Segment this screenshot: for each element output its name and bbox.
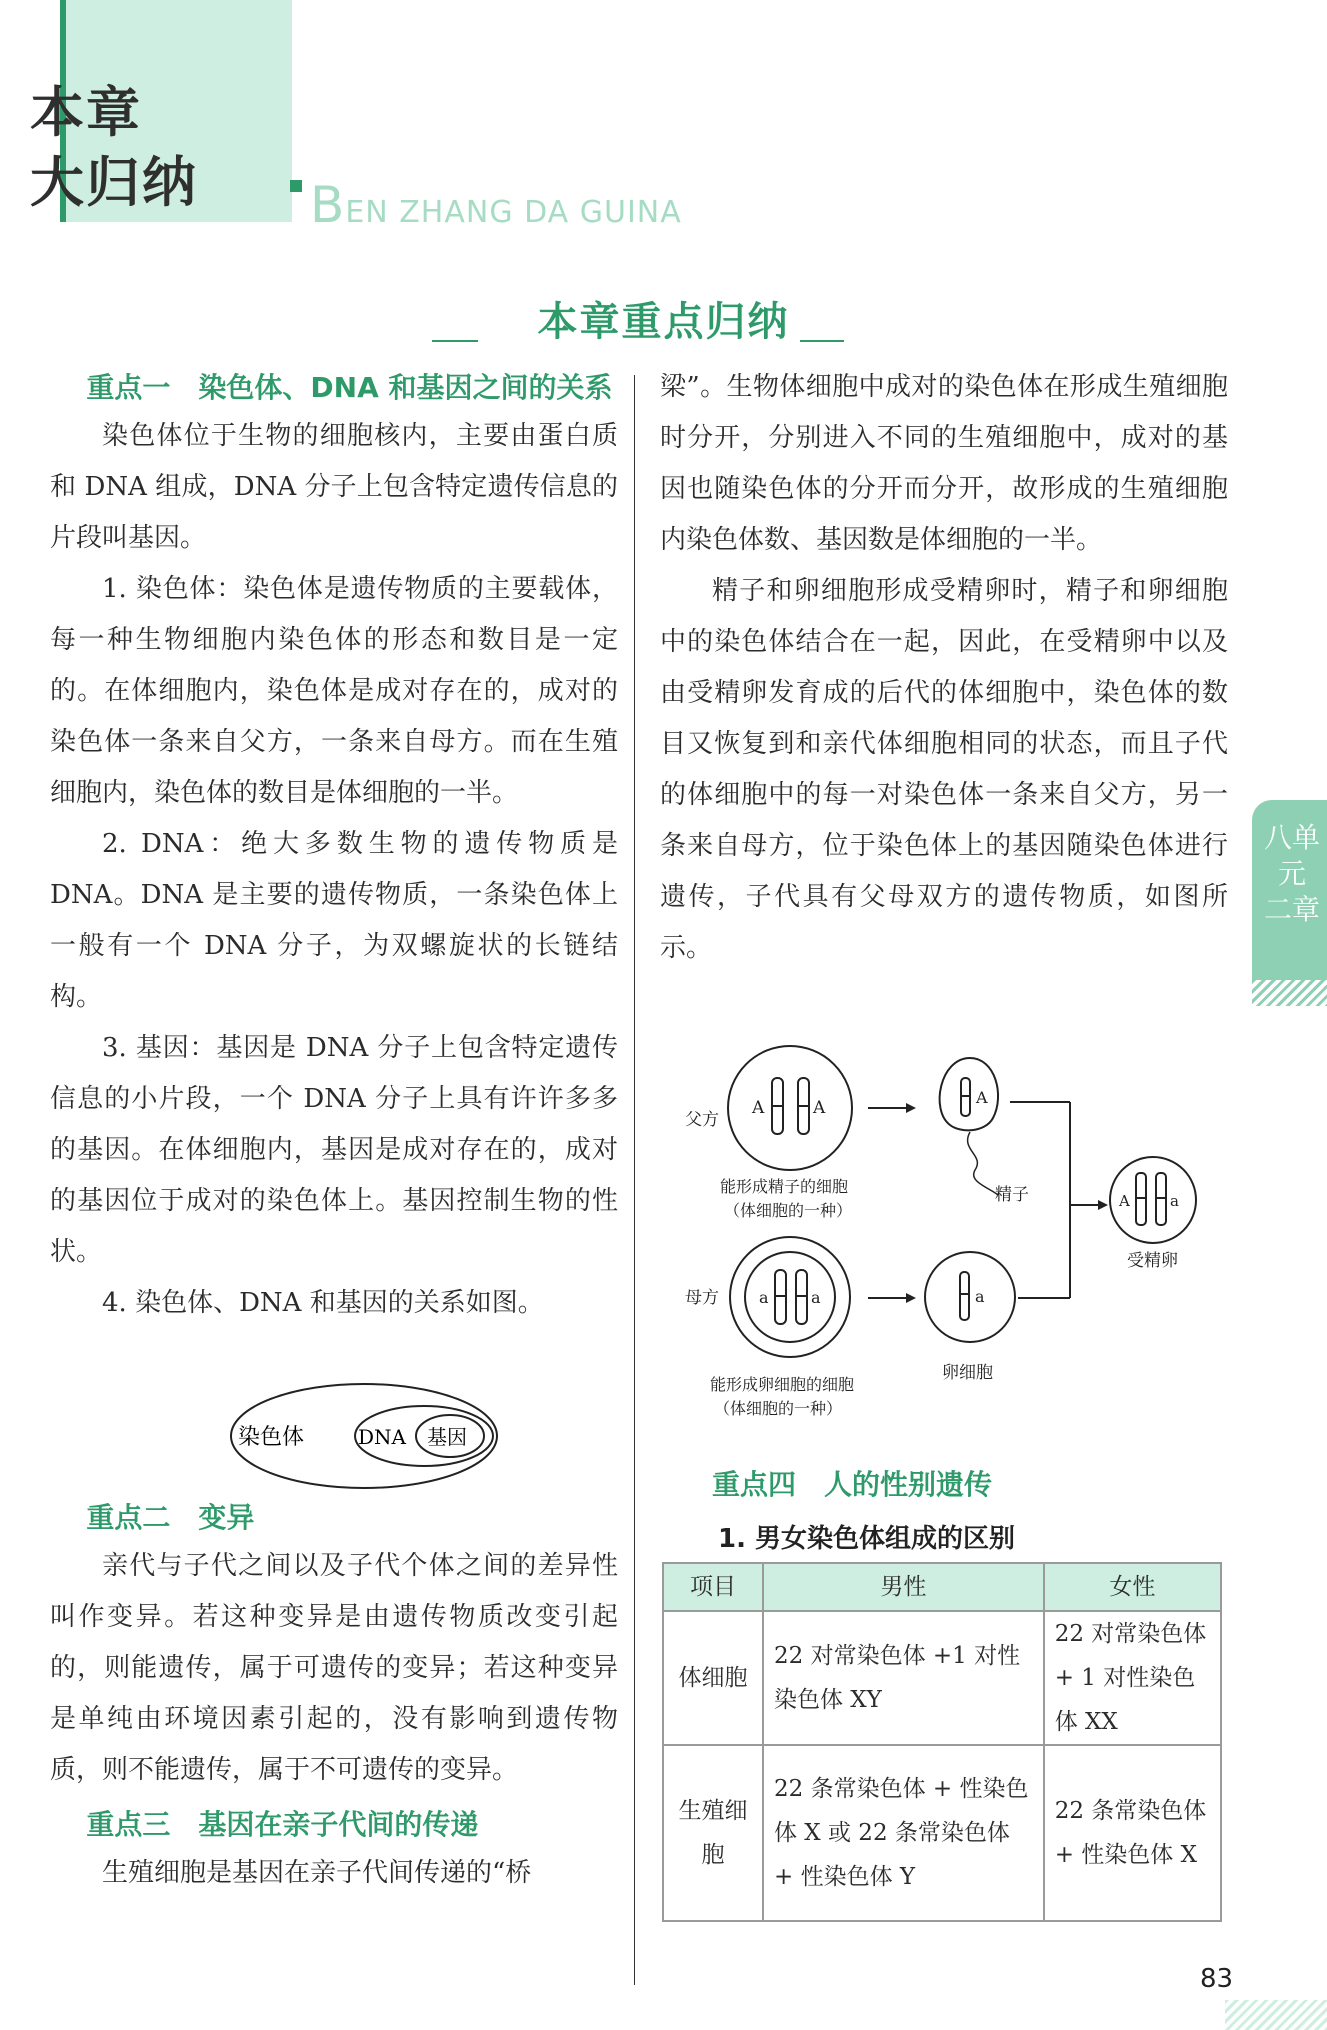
- egg-cell-caption2: （体细胞的一种）: [714, 1399, 843, 1418]
- table-header-cell: 项目: [663, 1563, 763, 1611]
- label-mother: 母方: [685, 1288, 719, 1308]
- sperm-cell-caption2: （体细胞的一种）: [724, 1201, 853, 1220]
- heading-point-three: 重点三 基因在亲子代间的传递: [86, 1808, 479, 1841]
- paragraph: 梁”。生物体细胞中成对的染色体在形成生殖细胞时分开，分别进入不同的生殖细胞中，成对的基因也随染色体的分开而分开，故形成的生殖细胞内染色体数、基因数是体细胞的一半。: [660, 372, 1228, 555]
- paragraph: 3. 基因：基因是 DNA 分子上包含特定遗传信息的小片段，一个 DNA 分子上具有许许多多的基因。在体细胞内，基因是成对存在的，成对的基因位于成对的染色体上。基因控制生物的性状。: [50, 1033, 618, 1267]
- side-tab-chapter: 二章: [1263, 893, 1320, 926]
- right-column: [660, 362, 1228, 974]
- paragraph: 4. 染色体、DNA 和基因的关系如图。: [102, 1288, 544, 1318]
- table-cell: 22 对常染色体 + 1 对性染色体 XX: [1044, 1611, 1221, 1745]
- gene-label: a: [975, 1287, 985, 1306]
- header-dot-decoration: [290, 180, 302, 192]
- side-tab-stripes: [1252, 980, 1327, 1006]
- chapter-title-line1: 本章: [30, 81, 142, 144]
- gene-label: A: [1119, 1192, 1130, 1210]
- table-header-cell: 男性: [763, 1563, 1044, 1611]
- table-cell: 22 条常染色体 + 性染色体 X 或 22 条常染色体 + 性染色体 Y: [763, 1745, 1044, 1921]
- paragraph: 2. DNA：绝大多数生物的遗传物质是 DNA。DNA 是主要的遗传物质，一条染色体上一般有一个 DNA 分子，为双螺旋状的长链结构。: [50, 829, 618, 1012]
- paragraph: 染色体位于生物的细胞核内，主要由蛋白质和 DNA 组成，DNA 分子上包含特定遗传信息的片段叫基因。: [50, 421, 618, 553]
- table-cell: 生殖细胞: [663, 1745, 763, 1921]
- corner-stripes: [1225, 2000, 1327, 2030]
- pinyin-rest: EN ZHANG DA GUINA: [345, 195, 682, 230]
- left-column: [50, 365, 618, 1899]
- father-cell: [728, 1046, 852, 1170]
- gene-label: a: [1170, 1192, 1179, 1210]
- pinyin-initial: B: [310, 176, 346, 234]
- mother-cell-outer: [730, 1237, 850, 1357]
- inheritance-diagram: [680, 1030, 1240, 1445]
- paragraph: 精子和卵细胞形成受精卵时，精子和卵细胞中的染色体结合在一起，因此，在受精卵中以及由受精卵发育成的后代的体细胞中，染色体的数目又恢复到和亲代体细胞相同的状态，而且子代的体细胞中的每一对染色体一条来自父方，另一条来自母方，位于染色体上的基因随染色体进行遗传，子代具有父母双方的遗传物质，如图所示。: [660, 576, 1228, 963]
- venn-label-chromosome: 染色体: [238, 1425, 305, 1450]
- table-caption: 1. 男女染色体组成的区别: [718, 1524, 1016, 1554]
- label-sperm: 精子: [995, 1185, 1029, 1205]
- venn-label-dna: DNA: [358, 1425, 406, 1449]
- gene-label: a: [759, 1288, 769, 1307]
- gene-label: A: [976, 1088, 988, 1107]
- arrow-head: [1098, 1200, 1108, 1210]
- heading-point-one: 重点一 染色体、DNA 和基因之间的关系: [86, 371, 613, 404]
- table-row: [663, 1611, 1221, 1745]
- side-tab-text: [1262, 820, 1322, 928]
- column-divider: [634, 375, 635, 1985]
- side-tab-unit: 八单元: [1263, 821, 1320, 890]
- arrow-head: [906, 1293, 916, 1303]
- paragraph: 1. 染色体：染色体是遗传物质的主要载体，每一种生物细胞内染色体的形态和数目是一定的。在体细胞内，染色体是成对存在的，成对的染色体一条来自父方，一条来自母方。而在生殖细胞内，染色体的数目是体细胞的一半。: [50, 574, 618, 808]
- label-zygote: 受精卵: [1127, 1251, 1178, 1271]
- label-egg: 卵细胞: [942, 1363, 993, 1383]
- table-row: [663, 1745, 1221, 1921]
- section-title: 本章重点归纳: [537, 299, 790, 345]
- sperm-head: [940, 1058, 998, 1130]
- sperm-tail: [968, 1132, 998, 1195]
- chromosome-table: [662, 1562, 1222, 1922]
- gene-label: a: [811, 1288, 821, 1307]
- table-cell: 22 条常染色体 + 性染色体 X: [1044, 1745, 1221, 1921]
- venn-diagram: [228, 1380, 500, 1492]
- heading-point-four: 重点四 人的性别遗传: [712, 1468, 993, 1501]
- table-cell: 22 对常染色体 +1 对性染色体 XY: [763, 1611, 1044, 1745]
- table-header-cell: 女性: [1044, 1563, 1221, 1611]
- gene-label: A: [813, 1098, 826, 1118]
- chapter-pinyin-subtitle: [310, 176, 682, 234]
- paragraph: 亲代与子代之间以及子代个体之间的差异性叫作变异。若这种变异是由遗传物质改变引起的，则能遗传，属于可遗传的变异；若这种变异是单纯由环境因素引起的，没有影响到遗传物质，则不能遗传，属于不可遗传的变异。: [50, 1551, 618, 1785]
- table-header-row: [663, 1563, 1221, 1611]
- chapter-title-line2: 大归纳: [30, 151, 198, 214]
- sperm-cell-caption1: 能形成精子的细胞: [720, 1177, 849, 1196]
- page-number: 83: [1200, 1964, 1234, 1994]
- table-cell: 体细胞: [663, 1611, 763, 1745]
- heading-point-two: 重点二 变异: [86, 1501, 255, 1534]
- label-father: 父方: [685, 1110, 719, 1130]
- gene-label: A: [752, 1098, 765, 1118]
- egg-cell-caption1: 能形成卵细胞的细胞: [710, 1375, 855, 1394]
- arrow-head: [906, 1103, 916, 1113]
- chromosome: [960, 1272, 969, 1320]
- paragraph: 生殖细胞是基因在亲子代间传递的“桥: [102, 1858, 532, 1888]
- venn-label-gene: 基因: [427, 1425, 467, 1449]
